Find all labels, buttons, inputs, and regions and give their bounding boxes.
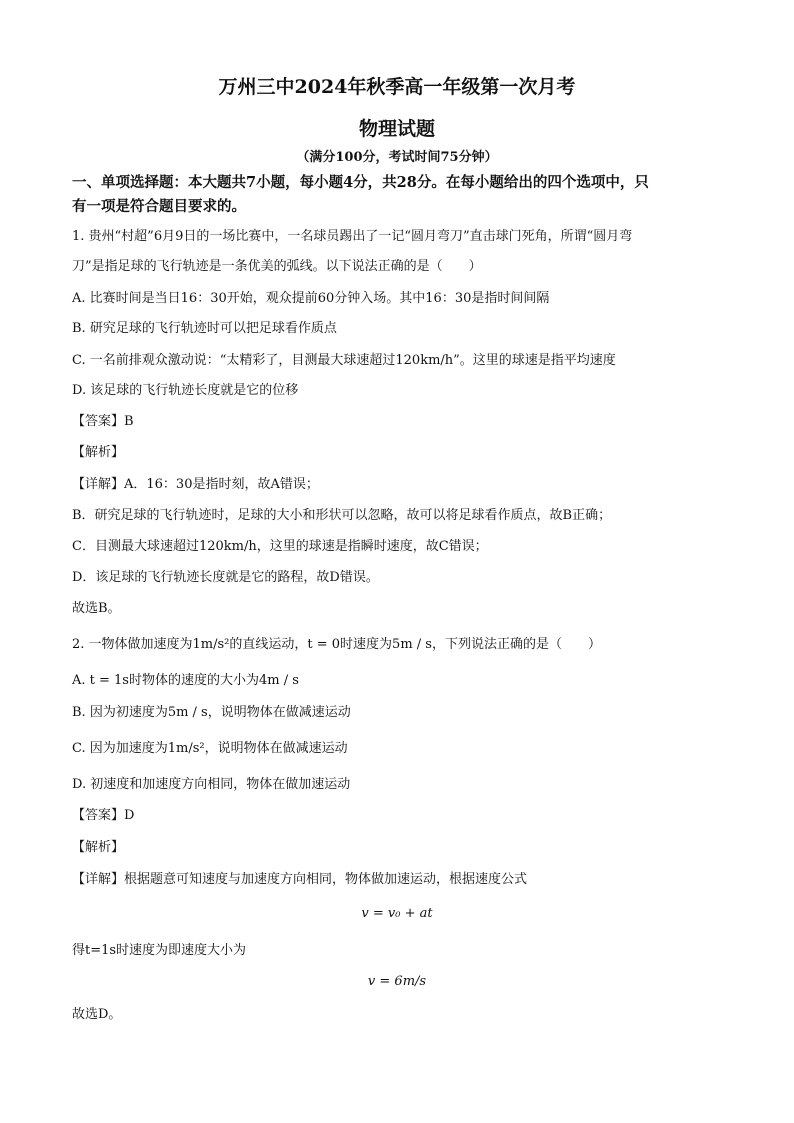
q2-analysis-label: 【解析】 — [72, 840, 125, 855]
q1-conclusion: 故选B。 — [72, 601, 121, 616]
q1-stem-line1: 1. 贵州“村超”6月9日的一场比赛中，一名球员踢出了一记“圆月弯刀”直击球门死角，所谓“圆月弯 — [72, 229, 633, 244]
q2-stem: 2. 一物体做加速度为1m/s²的直线运动，t = 0时速度为5m / s，下列说法正确的是（ ） — [72, 637, 601, 652]
q2-formula-result: v = 6m/s — [367, 974, 427, 989]
exam-info: （满分100分，考试时间75分钟） — [296, 150, 498, 165]
q2-option-a: A. t = 1s时物体的速度的大小为4m / s — [72, 673, 299, 688]
q1-option-a: A. 比赛时间是当日16：30开始，观众提前60分钟入场。其中16：30是指时间间隔 — [72, 291, 550, 306]
q2-option-b: B. 因为初速度为5m / s，说明物体在做减速运动 — [72, 705, 351, 720]
section-heading-line1: 一、单项选择题：本大题共7小题，每小题4分，共28分。在每小题给出的四个选项中，只 — [72, 174, 649, 191]
q2-formula-velocity: v = v₀ + at — [361, 906, 433, 921]
q1-detail-a: 【详解】A．16：30是指时刻，故A错误； — [72, 477, 319, 492]
q1-detail-d: D．该足球的飞行轨迹长度就是它的路程，故D错误。 — [72, 570, 379, 585]
q1-option-b: B. 研究足球的飞行轨迹时可以把足球看作质点 — [72, 321, 337, 336]
q1-option-d: D. 该足球的飞行轨迹长度就是它的位移 — [72, 383, 299, 398]
q1-analysis-label: 【解析】 — [72, 445, 125, 460]
q1-option-c: C. 一名前排观众激动说：“太精彩了，目测最大球速超过120km/h”。这里的球速是指平均速度 — [72, 353, 616, 368]
q2-detail: 【详解】根据题意可知速度与加速度方向相同，物体做加速运动，根据速度公式 — [72, 872, 528, 887]
q2-option-d: D. 初速度和加速度方向相同，物体在做加速运动 — [72, 777, 351, 792]
q2-mid-text: 得t=1s时速度为即速度大小为 — [72, 943, 247, 958]
q1-detail-c: C．目测最大球速超过120km/h，这里的球速是指瞬时速度，故C错误； — [72, 539, 488, 554]
section-heading-line2: 有一项是符合题目要求的。 — [72, 198, 246, 215]
exam-title: 万州三中2024年秋季高一年级第一次月考 — [218, 76, 576, 98]
q1-answer: 【答案】B — [72, 414, 134, 429]
q2-conclusion: 故选D。 — [72, 1007, 122, 1022]
q2-answer: 【答案】D — [72, 808, 135, 823]
q1-detail-b: B．研究足球的飞行轨迹时，足球的大小和形状可以忽略，故可以将足球看作质点，故B正确； — [72, 508, 612, 523]
subject-title: 物理试题 — [358, 118, 435, 140]
q1-stem-line2: 刀”是指足球的飞行轨迹是一条优美的弧线。以下说法正确的是（ ） — [72, 259, 482, 274]
q2-option-c: C. 因为加速度为1m/s²，说明物体在做减速运动 — [72, 741, 348, 756]
